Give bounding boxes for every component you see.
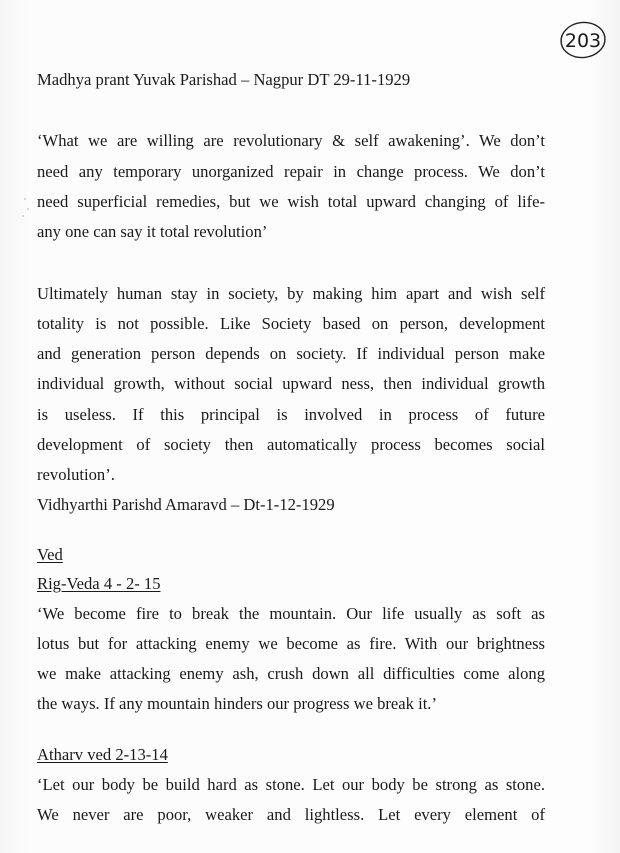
- source-citation: Vidhyarthi Parishd Amaravd – Dt-1-12-1929: [37, 495, 335, 514]
- rigveda-reference: Rig-Veda 4 - 2- 15: [37, 574, 161, 593]
- paragraph-2-line-4: individual growth, without social upward ness, then individual growth: [37, 374, 545, 393]
- atharv-line-1: ‘Let our body be build hard as stone. Let our body be strong as stone.: [37, 775, 545, 794]
- paragraph-1-line-2: need any temporary unorganized repair in change process. We don’t: [37, 162, 545, 181]
- rigveda-line-2: lotus but for attacking enemy we become as fire. With our brightness: [37, 634, 545, 653]
- rigveda-line-4: the ways. If any mountain hinders our progress we break it.’: [37, 694, 437, 713]
- page-number-text: 203: [564, 30, 602, 52]
- paragraph-2-line-1: Ultimately human stay in society, by making him apart and wish self: [37, 284, 545, 303]
- paragraph-1-line-4: any one can say it total revolution’: [37, 222, 268, 241]
- atharv-reference: Atharv ved 2-13-14: [37, 745, 168, 764]
- paragraph-2-line-6: development of society then automatically process becomes social: [37, 435, 545, 454]
- scan-speck: [24, 198, 26, 200]
- scan-speck: [27, 208, 29, 210]
- document-heading: Madhya prant Yuvak Parishad – Nagpur DT 29-11-1929: [37, 70, 411, 89]
- page-number-circle: [558, 18, 608, 62]
- atharv-line-2: We never are poor, weaker and lightless. Let every element of: [37, 805, 545, 824]
- rigveda-line-1: ‘We become fire to break the mountain. Our life usually as soft as: [37, 604, 545, 623]
- paragraph-2-line-3: and generation person depends on society. If individual person make: [37, 344, 545, 363]
- paragraph-2-line-5: is useless. If this principal is involved in process of future: [37, 405, 545, 424]
- paragraph-1-line-1: ‘What we are willing are revolutionary & self awakening’. We don’t: [37, 131, 545, 150]
- page-number-stamp: [558, 18, 608, 62]
- section-heading-ved: Ved: [37, 545, 63, 564]
- paragraph-1-line-3: need superficial remedies, but we wish total upward changing of life-: [37, 192, 545, 211]
- paragraph-2-line-2: totality is not possible. Like Society based on person, development: [37, 314, 545, 333]
- scan-speck: [22, 215, 24, 217]
- paragraph-2-line-7: revolution’.: [37, 465, 115, 484]
- rigveda-line-3: we make attacking enemy ash, crush down all difficulties come along: [37, 664, 545, 683]
